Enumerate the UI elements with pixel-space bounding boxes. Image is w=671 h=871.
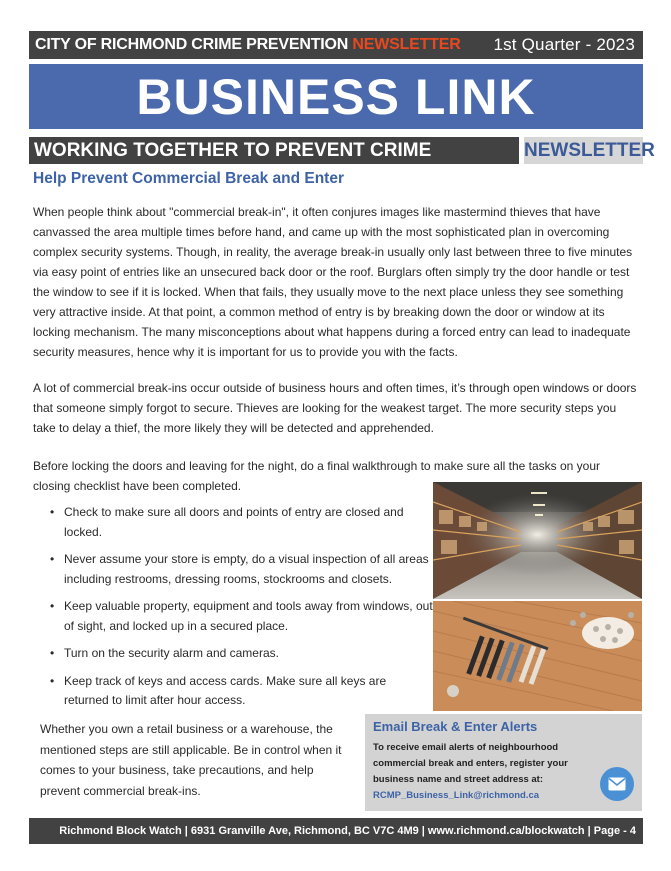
bullet-icon: • (50, 552, 55, 566)
article-paragraph-1: When people think about "commercial break-in", it often conjures images like mastermind thieves that have canvassed the area multiple times before hand, and came up with the most sophisticated plan in overcoming complex security systems. Though, in reality, the average break-in usually only last between three to five minutes via easy point of entries like an unsecured back door or the roof. Burglars often simply try the door handle or test the window to see if it is locked. When that fails, they usually move to the next place unless they see something very attractive inside. At that point, a common method of entry is by breaking down the door or window at its locking mechanism. The many misconceptions about what happens during a forced entry can lead to inadequate security measures, hence why it is important for us to provide you with the facts. (33, 205, 633, 359)
retail-store-photo (433, 601, 642, 711)
bullet-icon: • (50, 673, 55, 688)
checklist-item-text: Check to make sure all doors and points of entry are closed and locked. (64, 505, 404, 539)
tagline: WORKING TOGETHER TO PREVENT CRIME (29, 137, 519, 164)
article-paragraph-3: Before locking the doors and leaving for the night, do a final walkthrough to make sure all the tasks on your closing checklist have been completed. (33, 459, 600, 493)
bullet-icon: • (50, 646, 55, 660)
checklist-item-text: Never assume your store is empty, do a visual inspection of all areas including restrooms, dressing rooms, stockrooms and closets. (64, 552, 429, 586)
publisher-line (35, 36, 461, 54)
closing-paragraph: Whether you own a retail business or a warehouse, the mentioned steps are still applicable. Be in control when it comes to your business, take precautions, and help prevent commercial break-ins. (40, 722, 342, 798)
checklist-item-text: Keep track of keys and access cards. Make sure all keys are returned to limit after hour access. (64, 673, 387, 707)
article-title: Help Prevent Commercial Break and Enter (33, 170, 344, 187)
checklist-item (48, 597, 434, 636)
publisher-name: CITY OF RICHMOND CRIME PREVENTION (35, 36, 349, 53)
newsletter-label: NEWSLETTER (524, 137, 643, 164)
alert-email-link[interactable]: RCMP_Business_Link@richmond.ca (373, 790, 540, 801)
bullet-icon: • (50, 599, 55, 613)
issue-date: 1st Quarter - 2023 (493, 35, 635, 54)
checklist-item-text: Turn on the security alarm and cameras. (64, 646, 279, 660)
email-alert-box (365, 714, 642, 811)
alert-title: Email Break & Enter Alerts (373, 719, 538, 734)
checklist-item (48, 644, 434, 664)
footer: Richmond Block Watch | 6931 Granville Ave, Richmond, BC V7C 4M9 | www.richmond.ca/blockwatch | Page - 4 (29, 818, 643, 844)
masthead-title: BUSINESS LINK (29, 64, 643, 129)
article-paragraph-2: A lot of commercial break-ins occur outside of business hours and often times, it’s through open windows or doors that someone simply forgot to secure. Thieves are looking for the weakest target. The more security steps you take to delay a thief, the more likely they will be detected and apprehended. (33, 381, 637, 435)
bullet-icon: • (50, 505, 55, 519)
checklist-item-text: Keep valuable property, equipment and tools away from windows, out of sight, and locked up in a secured place. (64, 599, 433, 633)
checklist-item (48, 550, 434, 589)
top-bar (29, 31, 643, 59)
newsletter-highlight: NEWSLETTER (352, 36, 461, 53)
checklist-item (48, 503, 434, 542)
mail-icon[interactable] (600, 767, 634, 801)
warehouse-aisle-photo (433, 482, 642, 599)
closing-checklist (48, 503, 434, 719)
alert-description: To receive email alerts of neighbourhood commercial break and enters, register your business name and street address at: (373, 742, 568, 785)
checklist-item (48, 672, 434, 711)
